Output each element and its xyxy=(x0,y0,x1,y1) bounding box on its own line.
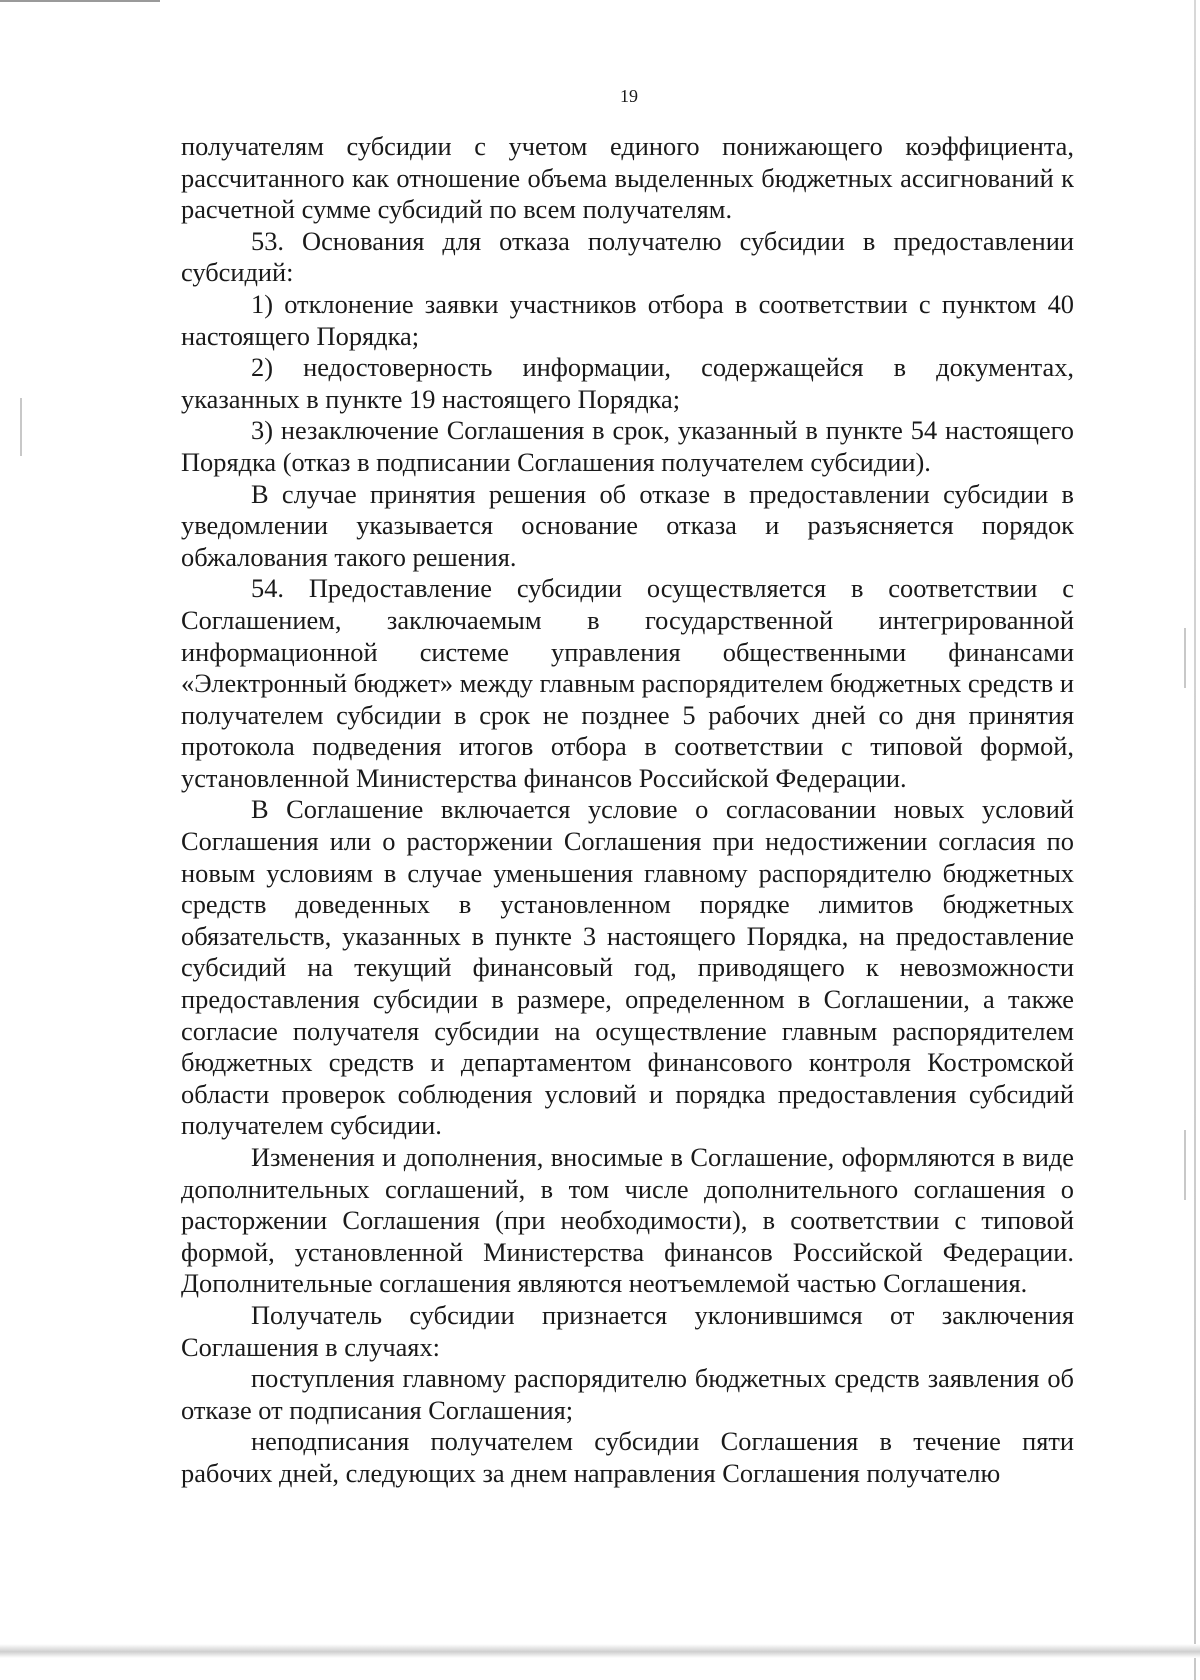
scan-page-edge xyxy=(1194,0,1196,1680)
scan-margin-mark xyxy=(1184,1130,1186,1200)
paragraph: В случае принятия решения об отказе в предоставлении субсидии в уведомлении указывается основание отказа и разъясняется порядок обжалования такого решения. xyxy=(181,478,1074,572)
paragraph: В Соглашение включается условие о согласовании новых условий Соглашения или о расторжении Соглашения при недостижении согласия по новым условиям в случае уменьшения главному распорядителю бюджетных средств доведенных в установленном порядке лимитов бюджетных обязательств, указанных в пункте 3 настоящего Порядка, на предоставление субсидий на текущий финансовый год, приводящего к невозможности предоставления субсидии в размере, определенном в Соглашении, а также согласие получателя субсидии на осуществление главным распорядителем бюджетных средств и департаментом финансового контроля Костромской области проверок соблюдения условий и порядка предоставления субсидий получателем субсидии. xyxy=(181,794,1074,1141)
scan-edge-artifact xyxy=(0,0,160,2)
paragraph: 3) незаключение Соглашения в срок, указанный в пункте 54 настоящего Порядка (отказ в подписании Соглашения получателем субсидии). xyxy=(181,415,1074,477)
paragraph: получателям субсидии с учетом единого понижающего коэффициента, рассчитанного как отношение объема выделенных бюджетных ассигнований к расчетной сумме субсидий по всем получателям. xyxy=(181,131,1074,225)
scan-margin-mark xyxy=(1184,628,1186,688)
paragraph: 53. Основания для отказа получателю субсидии в предоставлении субсидий: xyxy=(181,225,1074,288)
paragraph: 2) недостоверность информации, содержащейся в документах, указанных в пункте 19 настоящего Порядка; xyxy=(181,352,1074,414)
paragraph: Получатель субсидии признается уклонившимся от заключения Соглашения в случаях: xyxy=(181,1299,1074,1362)
document-body xyxy=(181,131,1074,1490)
scan-margin-mark xyxy=(20,398,22,456)
page-number: 19 xyxy=(620,86,638,106)
paragraph: поступления главному распорядителю бюджетных средств заявления об отказе от подписания Соглашения; xyxy=(181,1363,1074,1425)
paragraph: 54. Предоставление субсидии осуществляется в соответствии с Соглашением, заключаемым в государственной интегрированной информационной системе управления общественными финансами «Электронный бюджет» между главным распорядителем бюджетных средств и получателем субсидии в срок не позднее 5 рабочих дней со дня принятия протокола подведения итогов отбора в соответствии с типовой формой, установленной Министерства финансов Российской Федерации. xyxy=(181,573,1074,793)
paragraph: Изменения и дополнения, вносимые в Соглашение, оформляются в виде дополнительных соглашений, в том числе дополнительного соглашения о расторжении Соглашения (при необходимости), в соответствии с типовой формой, установленной Министерства финансов Российской Федерации. Дополнительные соглашения являются неотъемлемой частью Соглашения. xyxy=(181,1142,1074,1299)
paragraph: неподписания получателем субсидии Соглашения в течение пяти рабочих дней, следующих за днем направления Соглашения получателю xyxy=(181,1426,1074,1488)
scan-bottom-shadow xyxy=(0,1644,1200,1658)
paragraph: 1) отклонение заявки участников отбора в соответствии с пунктом 40 настоящего Порядка; xyxy=(181,288,1074,351)
